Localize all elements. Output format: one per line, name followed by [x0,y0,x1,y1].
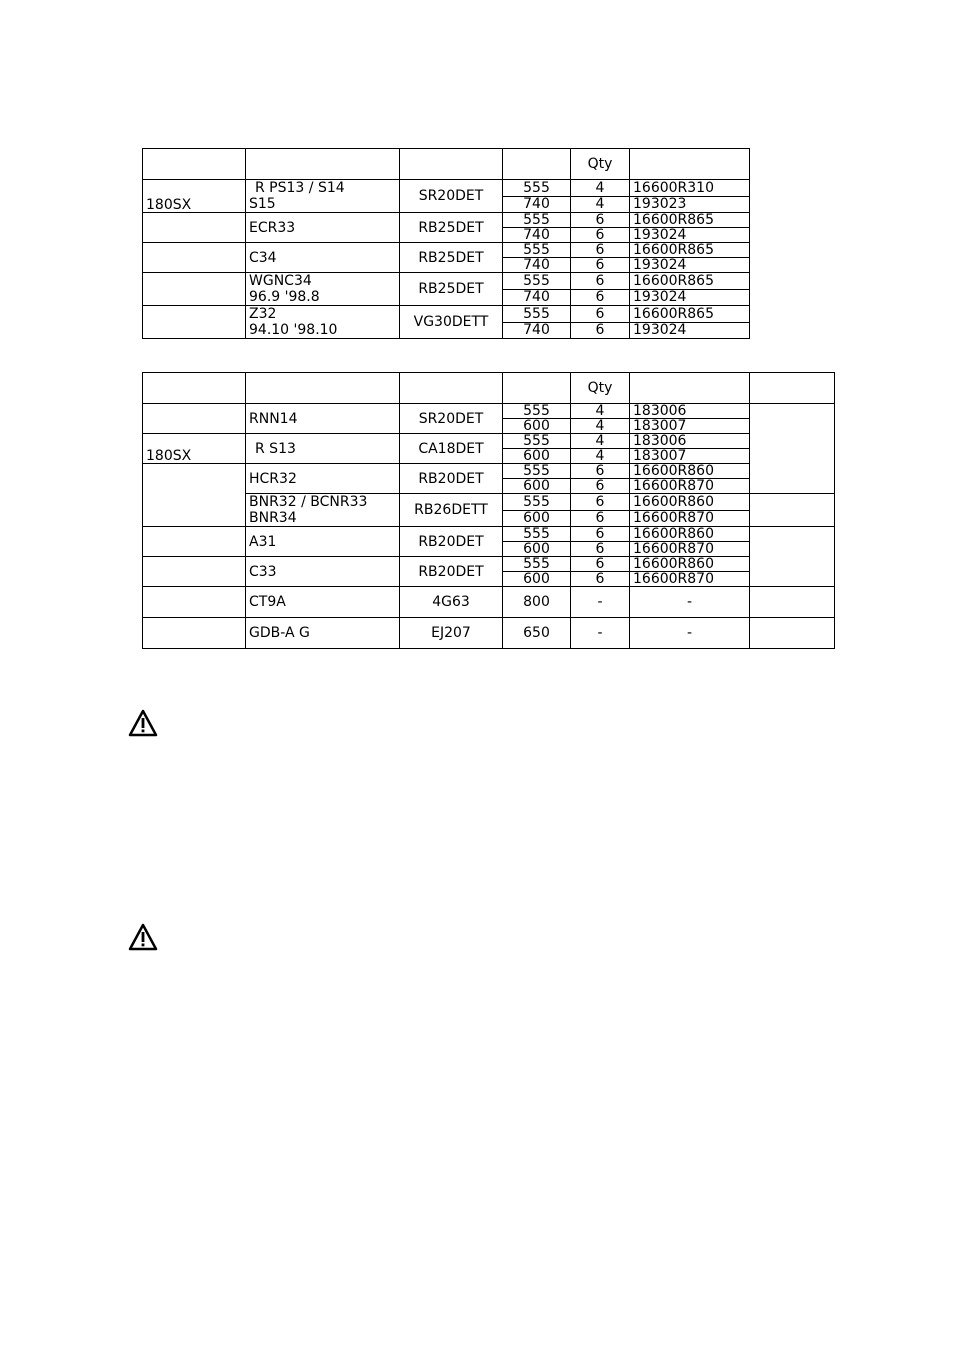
qty-cell: 4 [571,419,630,434]
table-row [143,557,835,572]
size-cell: 600 [503,479,571,494]
table-header-row [143,149,750,180]
model-cell: RNN14 [246,404,400,434]
spec-table-2 [142,372,835,649]
part-number-cell: 16600R310 [630,180,750,197]
size-cell: 555 [503,494,571,511]
qty-cell: 6 [571,494,630,511]
car-cell: 180SX [143,434,246,464]
model-cell: R S13 [246,434,400,464]
part-number-cell: 183006 [630,404,750,419]
table-row [143,464,835,479]
qty-cell: 6 [571,557,630,572]
part-number-cell: 16600R865 [630,213,750,228]
part-number-cell: 16600R870 [630,510,750,527]
car-cell [143,557,246,587]
size-cell: 555 [503,404,571,419]
note-cell [750,494,835,527]
qty-cell: - [571,618,630,649]
part-number-cell: - [630,618,750,649]
part-number-cell: 193024 [630,289,750,306]
qty-cell: 6 [571,464,630,479]
part-number-cell: 183007 [630,419,750,434]
note-cell [750,587,835,618]
car-cell: 180SX [143,180,246,213]
part-number-cell: 193023 [630,196,750,213]
part-number-cell: 193024 [630,228,750,243]
model-cell: ECR33 [246,213,400,243]
table-row [143,618,835,649]
size-cell: 555 [503,557,571,572]
qty-cell: 4 [571,180,630,197]
note-cell [750,618,835,649]
table-row [143,434,835,449]
qty-cell: 6 [571,322,630,339]
car-cell [143,404,246,434]
part-number-cell: - [630,587,750,618]
qty-cell: 6 [571,213,630,228]
size-cell: 740 [503,228,571,243]
model-cell: GDB-A G [246,618,400,649]
engine-cell: RB25DET [400,243,503,273]
qty-cell: 4 [571,404,630,419]
car-cell [143,527,246,557]
size-cell: 740 [503,322,571,339]
car-cell [143,306,246,339]
size-cell: 555 [503,273,571,290]
qty-cell: 6 [571,510,630,527]
engine-cell: RB20DET [400,557,503,587]
model-cell: HCR32 [246,464,400,494]
engine-cell: RB20DET [400,464,503,494]
table-row [143,527,835,542]
part-number-cell: 16600R865 [630,273,750,290]
table-row [143,273,750,290]
car-cell [143,618,246,649]
engine-cell: VG30DETT [400,306,503,339]
qty-cell: - [571,587,630,618]
size-cell: 800 [503,587,571,618]
engine-cell: SR20DET [400,180,503,213]
model-cell: C34 [246,243,400,273]
engine-cell: RB25DET [400,273,503,306]
model-cell: R PS13 / S14 S15 [246,180,400,213]
car-cell [143,273,246,306]
table-row [143,404,835,419]
engine-cell: CA18DET [400,434,503,464]
model-cell: WGNC34 96.9 '98.8 [246,273,400,306]
model-cell: Z32 94.10 '98.10 [246,306,400,339]
warning-triangle-icon [128,923,158,951]
table-row [143,243,750,258]
part-number-cell: 16600R860 [630,557,750,572]
size-cell: 740 [503,258,571,273]
size-cell: 600 [503,419,571,434]
table-row [143,213,750,228]
car-cell [143,587,246,618]
qty-cell: 6 [571,273,630,290]
model-cell: BNR32 / BCNR33 BNR34 [246,494,400,527]
warning-triangle-icon [128,709,158,737]
size-cell: 555 [503,306,571,323]
size-cell: 740 [503,196,571,213]
part-number-cell: 16600R865 [630,306,750,323]
part-number-cell: 193024 [630,322,750,339]
engine-cell: RB20DET [400,527,503,557]
table-row [143,180,750,197]
size-cell: 600 [503,510,571,527]
part-number-cell: 183006 [630,434,750,449]
size-cell: 555 [503,180,571,197]
part-number-cell: 183007 [630,449,750,464]
size-cell: 555 [503,213,571,228]
engine-cell: SR20DET [400,404,503,434]
qty-cell: 4 [571,196,630,213]
engine-cell: EJ207 [400,618,503,649]
size-cell: 555 [503,434,571,449]
part-number-cell: 193024 [630,258,750,273]
size-cell: 555 [503,243,571,258]
spec-table-1 [142,148,750,339]
table-row [143,306,750,323]
qty-cell: 4 [571,434,630,449]
car-cell [143,213,246,243]
engine-cell: RB25DET [400,213,503,243]
qty-cell: 6 [571,289,630,306]
qty-cell: 6 [571,243,630,258]
car-cell [143,243,246,273]
qty-cell: 6 [571,306,630,323]
note-cell [750,527,835,587]
qty-cell: 6 [571,572,630,587]
part-number-cell: 16600R870 [630,542,750,557]
model-cell: CT9A [246,587,400,618]
table-header-row [143,373,835,404]
qty-header: Qty [571,373,630,404]
table-row [143,494,835,511]
size-cell: 650 [503,618,571,649]
size-cell: 600 [503,542,571,557]
size-cell: 600 [503,449,571,464]
qty-header: Qty [571,149,630,180]
engine-cell: RB26DETT [400,494,503,527]
note-cell [750,404,835,494]
car-cell [143,464,246,527]
qty-cell: 4 [571,449,630,464]
qty-cell: 6 [571,527,630,542]
part-number-cell: 16600R865 [630,243,750,258]
size-cell: 555 [503,527,571,542]
engine-cell: 4G63 [400,587,503,618]
qty-cell: 6 [571,258,630,273]
model-cell: A31 [246,527,400,557]
part-number-cell: 16600R860 [630,527,750,542]
part-number-cell: 16600R860 [630,464,750,479]
qty-cell: 6 [571,228,630,243]
part-number-cell: 16600R860 [630,494,750,511]
part-number-cell: 16600R870 [630,572,750,587]
size-cell: 600 [503,572,571,587]
qty-cell: 6 [571,542,630,557]
qty-cell: 6 [571,479,630,494]
size-cell: 740 [503,289,571,306]
part-number-cell: 16600R870 [630,479,750,494]
model-cell: C33 [246,557,400,587]
table-row [143,587,835,618]
size-cell: 555 [503,464,571,479]
